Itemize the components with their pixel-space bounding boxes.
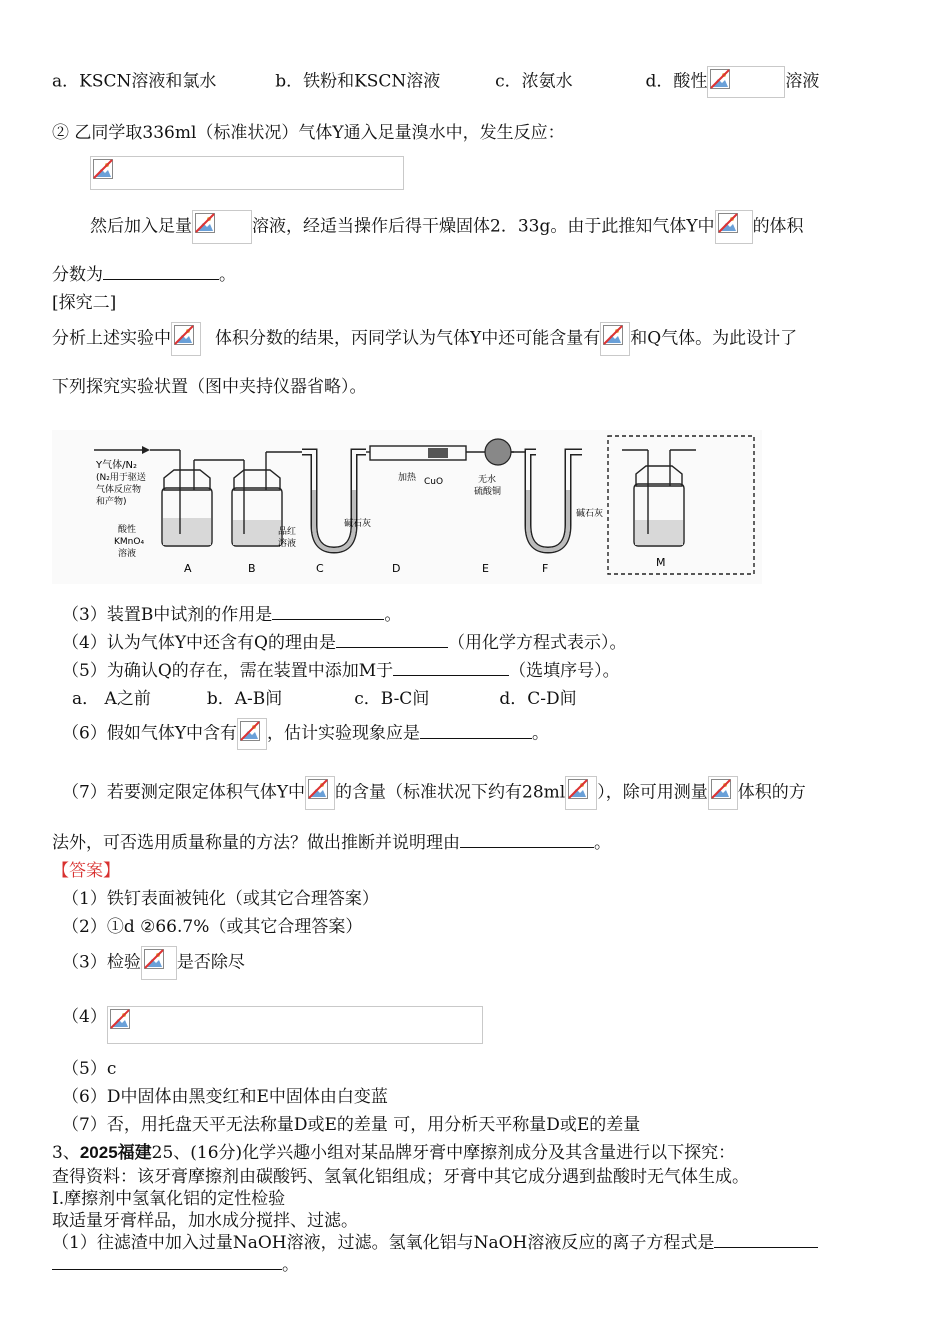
inlet-note-1: (N₂用于驱送 [96, 473, 146, 483]
problem3-info: 查得资料：该牙膏摩擦剂由碳酸钙、氢氧化铝组成；牙膏中其它成分遇到盐酸时无气体生成。 [52, 1167, 749, 1187]
text-segment: 分析上述实验中 [52, 328, 171, 349]
q2-2-line3 [52, 264, 236, 286]
text-segment: ，估计实验现象应是 [267, 723, 421, 744]
text-segment: （7）若要测定限定体积气体Y中 [62, 782, 306, 803]
text-segment: （4）认为气体Y中还含有Q的理由是 [62, 633, 336, 653]
reagent-b-2: 溶液 [278, 539, 297, 549]
option-a: a．KSCN溶液和氯水 [52, 71, 217, 92]
soda-lime-f: 碱石灰 [576, 509, 604, 519]
label-c: C [316, 562, 324, 575]
inlet-note-2: 气体反应物 [96, 485, 142, 495]
problem3-q1 [52, 1232, 818, 1254]
answer-blank[interactable] [420, 724, 532, 739]
text-segment: 的体积 [752, 216, 804, 237]
text-segment: 25、(16分)化学兴趣小组对某品牌牙膏中摩擦剂成分及其含量进行以下探究： [151, 1143, 736, 1163]
broken-image-icon [174, 325, 194, 345]
equation-image [90, 156, 404, 190]
reagent-a-2: KMnO₄ [114, 537, 145, 547]
q5-options [72, 688, 577, 710]
text-segment: （3）装置B中试剂的作用是 [62, 605, 273, 625]
answer-blank[interactable] [714, 1233, 818, 1248]
broken-image-icon [710, 69, 730, 89]
label-b: B [248, 562, 256, 575]
label-f: F [542, 562, 549, 575]
apparatus-diagram [52, 430, 762, 584]
answer-blank[interactable] [52, 1255, 282, 1270]
cuo-label: CuO [424, 477, 444, 487]
broken-image-icon [144, 949, 164, 969]
reagent-b-1: 品红 [278, 527, 297, 537]
broken-image-icon [110, 1009, 130, 1029]
problem3-section: I.摩擦剂中氢氧化铝的定性检验 [52, 1189, 286, 1209]
formula-image [707, 66, 785, 98]
q3-line [62, 604, 401, 626]
text-segment: 。 [219, 265, 236, 285]
text-segment: 和Q气体。为此设计了 [630, 328, 798, 349]
text-segment: （4） [62, 1007, 107, 1027]
explore2-heading: [探究二] [52, 293, 117, 313]
answer-6: （6）D中固体由黑变红和E中固体由白变蓝 [62, 1087, 388, 1107]
answer-5: （5）c [62, 1059, 117, 1079]
text-segment: 3、 [52, 1143, 80, 1163]
broken-image-icon [718, 213, 738, 233]
soda-lime-c: 碱石灰 [344, 519, 372, 529]
text-segment: 分数为 [52, 265, 103, 285]
heating-label: 加热 [398, 473, 417, 483]
option-d-prefix: d．酸性 [645, 71, 708, 92]
reagent-a-3: 溶液 [118, 549, 137, 559]
text-segment: （1）往滤渣中加入过量NaOH溶液，过滤。氢氧化铝与NaOH溶液反应的离子方程式是 [52, 1233, 715, 1253]
q5-option-b: b．A-B间 [206, 689, 283, 709]
answer-blank[interactable] [272, 605, 384, 620]
option-b: b．铁粉和KSCN溶液 [275, 71, 441, 92]
problem3-q1-line2 [52, 1254, 299, 1276]
answer-1: （1）铁钉表面被钝化（或其它合理答案） [62, 889, 379, 909]
answer-blank[interactable] [103, 265, 219, 280]
q7-line2 [52, 832, 611, 854]
formula-image [600, 322, 630, 356]
cuso4-1: 无水 [478, 475, 497, 485]
text-segment: （用化学方程式表示）。 [447, 633, 627, 653]
text-segment: 。 [594, 833, 611, 853]
answer-2: （2）①d ②66.7%（或其它合理答案） [62, 917, 363, 937]
broken-image-icon [195, 213, 215, 233]
text-segment: 体积分数的结果，丙同学认为气体Y中还可能含量有 [215, 328, 601, 349]
q7-line1 [62, 776, 806, 810]
equation-image [107, 1006, 483, 1044]
text-segment: （选填序号）。 [509, 661, 620, 681]
option-d-suffix: 溶液 [785, 71, 820, 92]
q4-line [62, 632, 626, 654]
formula-image [237, 718, 267, 750]
label-d: D [392, 562, 401, 575]
cuso4-2: 硫酸铜 [474, 487, 502, 497]
broken-image-icon [240, 721, 260, 741]
answer-title: 【答案】 [52, 861, 120, 881]
answer-blank[interactable] [460, 833, 594, 848]
problem3-step: 取适量牙膏样品，加水成分搅拌、过滤。 [52, 1211, 358, 1231]
inlet-note-3: 和产物) [96, 497, 127, 507]
formula-image [192, 210, 252, 244]
text-segment: （5）为确认Q的存在，需在装置中添加M于 [62, 661, 394, 681]
text-segment: 法外，可否选用质量称量的方法？做出推断并说明理由 [52, 833, 460, 853]
formula-image [565, 776, 597, 810]
answer-blank[interactable] [393, 661, 509, 676]
text-segment: 然后加入足量 [90, 216, 192, 237]
q5-option-c: c．B-C间 [354, 689, 430, 709]
option-c: c．浓氨水 [495, 71, 573, 92]
problem3-heading [52, 1142, 735, 1164]
text-segment: 溶液，经适当操作后得干燥固体2．33g。由于此推知气体Y中 [252, 216, 715, 237]
formula-image [715, 210, 753, 244]
answer-3 [62, 946, 245, 980]
text-segment: （3）检验 [62, 952, 141, 973]
formula-image [708, 776, 738, 810]
q6-line [62, 718, 549, 750]
q2-2-line2 [90, 210, 804, 244]
text-segment: 。 [532, 723, 550, 744]
q5-option-d: d．C-D间 [499, 689, 577, 709]
text-segment: 的含量（标准状况下约有28ml [335, 782, 566, 803]
broken-image-icon [93, 159, 113, 179]
explore2-para2: 下列探究实验状置（图中夹持仪器省略）。 [52, 377, 367, 397]
reagent-a-1: 酸性 [118, 525, 137, 535]
label-a: A [184, 562, 192, 575]
explore2-para1 [52, 322, 797, 356]
inlet-label: Y气体/N₂ [96, 460, 137, 471]
formula-image [305, 776, 335, 810]
text-segment: 。 [384, 605, 402, 625]
text-segment: 。 [282, 1255, 299, 1275]
broken-image-icon [711, 779, 731, 799]
text-segment-bold: 2025福建 [79, 1143, 152, 1162]
formula-image [171, 322, 201, 356]
answer-4 [62, 1006, 483, 1044]
broken-image-icon [603, 325, 623, 345]
q2-2-line1: ② 乙同学取336ml（标准状况）气体Y通入足量溴水中，发生反应： [52, 123, 565, 143]
text-segment: ），除可用测量 [597, 782, 708, 803]
formula-image [141, 946, 177, 980]
q5-line [62, 660, 620, 682]
label-e: E [482, 562, 489, 575]
text-segment: 体积的方 [737, 782, 806, 803]
label-m: M [656, 556, 666, 569]
answer-blank[interactable] [336, 633, 448, 648]
text-segment: （6）假如气体Y中含有 [62, 723, 238, 744]
q5-option-a: a． A之前 [72, 689, 151, 709]
broken-image-icon [308, 779, 328, 799]
answer-7: （7）否，用托盘天平无法称量D或E的差量 可，用分析天平称量D或E的差量 [62, 1115, 641, 1135]
broken-image-icon [568, 779, 588, 799]
text-segment: 是否除尽 [176, 952, 245, 973]
options-line-q2-1 [52, 66, 819, 98]
